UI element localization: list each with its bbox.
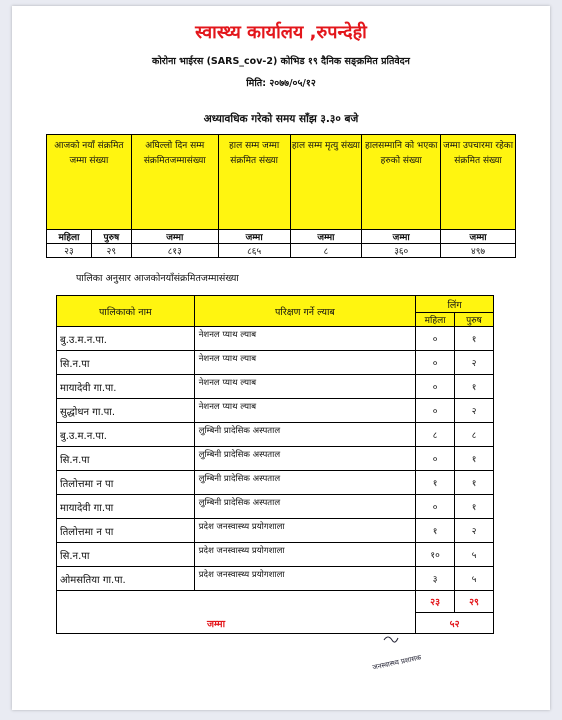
summary-sub-female: महिला [47,230,92,244]
municipality-name: बु.उ.म.न.पा. [57,327,195,351]
grand-total-label: जम्मा [207,619,226,630]
male-count: १ [455,471,494,495]
summary-sub-total: जम्मा [362,230,441,244]
summary-value-recovered: ३६० [362,244,441,258]
table-row [57,399,494,423]
summary-sub-total: जम्मा [441,230,516,244]
summary-header-active: जम्मा उपचारमा रहेका संक्रमित संख्या [441,135,516,230]
lab-name: प्रदेश जनस्वास्थ्य प्रयोगशाला [194,567,415,591]
grand-total-value: ५२ [416,613,494,634]
col-header-male: पुरुष [455,313,494,327]
male-count: ५ [455,567,494,591]
municipality-name: मायादेवी गा.पा [57,495,195,519]
summary-header-recovered: हालसम्मानि को भएका हरुको संख्या [362,135,441,230]
table-row [57,471,494,495]
female-count: १ [416,519,455,543]
female-count: ८ [416,423,455,447]
lab-name: प्रदेश जनस्वास्थ्य प्रयोगशाला [194,519,415,543]
summary-table [46,134,516,258]
male-count: ८ [455,423,494,447]
municipality-name: सुद्धोधन गा.पा. [57,399,195,423]
summary-header-new-cases: आजको नयाँ संक्रमित जम्मा संख्या [47,135,132,230]
update-time: अध्यावधिक गरेको समय साँझ ३.३० बजे [203,113,359,125]
female-count: १० [416,543,455,567]
summary-sub-total: जम्मा [218,230,290,244]
summary-sub-total: जम्मा [290,230,362,244]
totals-row [57,591,494,613]
lab-name: प्रदेश जनस्वास्थ्य प्रयोगशाला [194,543,415,567]
male-count: २ [455,399,494,423]
office-title: स्वास्थ्य कार्यालय ,रुपन्देही [195,22,367,43]
summary-value-male: २९ [91,244,131,258]
summary-value-total-infected: ८६५ [218,244,290,258]
male-count: २ [455,519,494,543]
lab-name: लुम्बिनी प्रादेसिक अस्पताल [194,471,415,495]
table-row [57,519,494,543]
summary-value-female: २३ [47,244,92,258]
lab-name: नेशनल प्याथ ल्याब [194,351,415,375]
col-header-lab: परिक्षण गर्ने ल्याब [194,296,415,327]
municipality-name: तिलोत्तमा न पा [57,519,195,543]
total-female: २३ [416,591,455,613]
municipality-name: मायादेवी गा.पा. [57,375,195,399]
lab-name: नेशनल प्याथ ल्याब [194,327,415,351]
table-row [57,447,494,471]
municipality-name: बु.उ.म.न.पा. [57,423,195,447]
summary-value-deaths: ८ [290,244,362,258]
signature-label: जनस्वास्थ्य प्रशासक [371,653,423,672]
male-count: १ [455,375,494,399]
female-count: ० [416,495,455,519]
totals-blank [57,591,416,634]
table-row [57,495,494,519]
municipality-name: सि.न.पा [57,351,195,375]
summary-sub-male: पुरुष [91,230,131,244]
table-row [57,567,494,591]
municipality-table [56,295,494,634]
male-count: १ [455,495,494,519]
male-count: ५ [455,543,494,567]
municipality-name: सि.न.पा [57,543,195,567]
municipality-name: ओमसतिया गा.पा. [57,567,195,591]
female-count: ० [416,327,455,351]
table-row [57,375,494,399]
col-header-gender: लिंग [416,296,494,313]
col-header-female: महिला [416,313,455,327]
summary-header-previous-total: अघिल्लो दिन सम्म संक्रमितजम्मासंख्या [131,135,218,230]
municipality-name: तिलोत्तमा न पा [57,471,195,495]
table-row [57,351,494,375]
total-male: २९ [455,591,494,613]
male-count: १ [455,447,494,471]
summary-value-active: ४९७ [441,244,516,258]
col-header-municipality: पालिकाको नाम [57,296,195,327]
report-subtitle: कोरोना भाईरस (SARS_cov-2) कोभिड १९ दैनिक सङ्क्रमित प्रतिवेदन [152,56,410,67]
summary-sub-total: जम्मा [131,230,218,244]
female-count: ० [416,351,455,375]
lab-name: नेशनल प्याथ ल्याब [194,399,415,423]
section-label: पालिका अनुसार आजकोनयाँसंक्रमितजम्मासंख्या [76,273,239,284]
female-count: ० [416,375,455,399]
table-row [57,543,494,567]
female-count: ३ [416,567,455,591]
male-count: १ [455,327,494,351]
lab-name: लुम्बिनी प्रादेसिक अस्पताल [194,423,415,447]
table-row [57,327,494,351]
lab-name: लुम्बिनी प्रादेसिक अस्पताल [194,447,415,471]
female-count: ० [416,399,455,423]
summary-header-deaths: हाल सम्म मृत्यु संख्या [290,135,362,230]
municipality-name: सि.न.पा [57,447,195,471]
summary-value-previous-total: ८१३ [131,244,218,258]
report-date: मिति: २०७७/०५/१२ [246,78,316,89]
lab-name: नेशनल प्याथ ल्याब [194,375,415,399]
female-count: १ [416,471,455,495]
table-row [57,423,494,447]
summary-header-total-infected: हाल सम्म जम्मा संक्रमित संख्या [218,135,290,230]
female-count: ० [416,447,455,471]
lab-name: लुम्बिनी प्रादेसिक अस्पताल [194,495,415,519]
male-count: २ [455,351,494,375]
signature-stamp [370,632,440,672]
